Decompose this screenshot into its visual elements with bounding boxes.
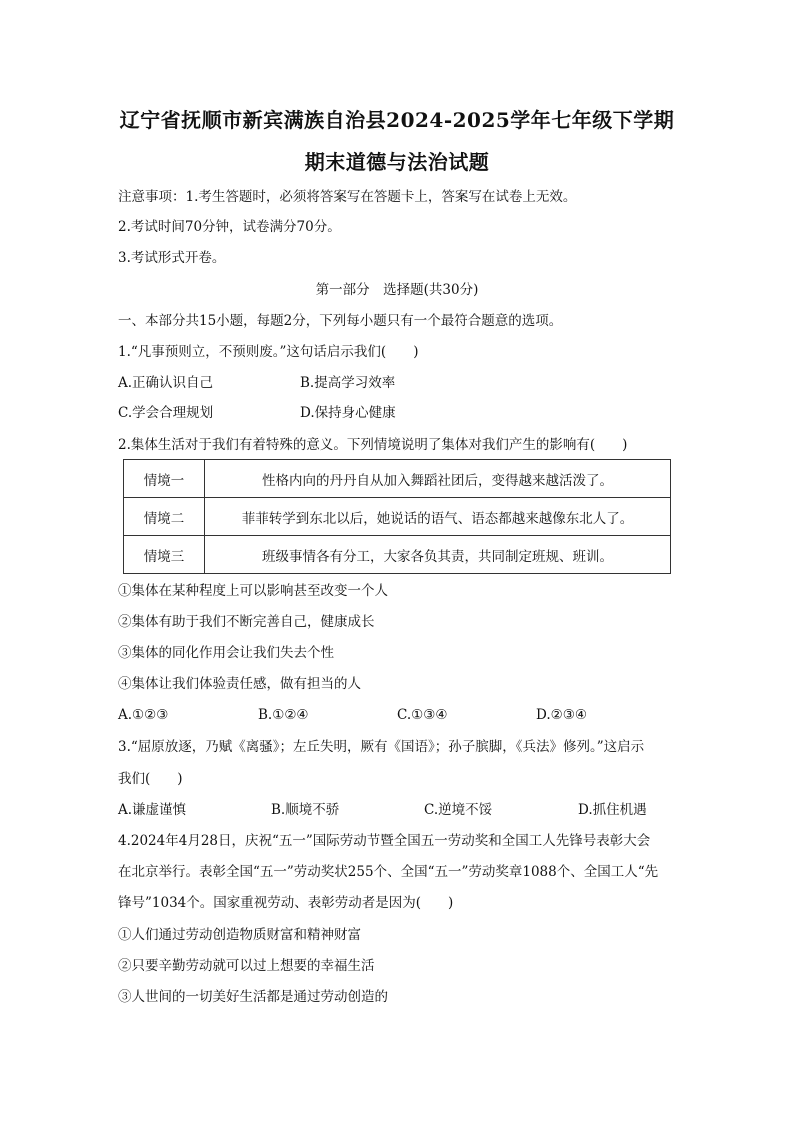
q1-stem: 1.“凡事预则立，不预则废。”这句话启示我们( ) bbox=[118, 344, 419, 360]
q2-statement-1: ①集体在某种程度上可以影响甚至改变一个人 bbox=[118, 583, 388, 599]
q2-option-c: C.①③④ bbox=[397, 707, 448, 723]
note-3: 3.考试形式开卷。 bbox=[118, 250, 226, 266]
q4-stem-line1: 4.2024年4月28日，庆祝“五一”国际劳动节暨全国五一劳动奖和全国工人先锋号表彰大会 bbox=[118, 833, 651, 849]
table-row bbox=[124, 460, 671, 498]
q4-stem-line3: 锋号”1034个。国家重视劳动、表彰劳动者是因为( ) bbox=[118, 895, 454, 911]
table-row bbox=[124, 536, 671, 574]
q2-option-d: D.②③④ bbox=[536, 707, 587, 723]
q3-stem-line2: 我们( ) bbox=[118, 771, 183, 787]
q2-stem: 2.集体生活对于我们有着特殊的意义。下列情境说明了集体对我们产生的影响有( ) bbox=[118, 437, 628, 453]
q3-option-c: C.逆境不馁 bbox=[424, 802, 493, 818]
q1-option-a: A.正确认识自己 bbox=[118, 375, 214, 391]
scenario-text: 性格内向的丹丹自从加入舞蹈社团后，变得越来越活泼了。 bbox=[205, 460, 671, 498]
scenario-label: 情境三 bbox=[124, 536, 205, 574]
q2-option-a: A.①②③ bbox=[118, 707, 169, 723]
q1-option-c: C.学会合理规划 bbox=[118, 405, 214, 421]
exam-title-line1: 辽宁省抚顺市新宾满族自治县2024-2025学年七年级下学期 bbox=[119, 108, 675, 132]
scenario-label: 情境二 bbox=[124, 498, 205, 536]
q1-option-d: D.保持身心健康 bbox=[300, 405, 396, 421]
q4-statement-2: ②只要辛勤劳动就可以过上想要的幸福生活 bbox=[118, 958, 375, 974]
q2-scenario-table bbox=[123, 459, 671, 574]
q4-statement-3: ③人世间的一切美好生活都是通过劳动创造的 bbox=[118, 989, 388, 1005]
q3-stem-line1: 3.“屈原放逐，乃赋《离骚》；左丘失明，厥有《国语》；孙子膑脚，《兵法》修列。”这启示 bbox=[118, 739, 645, 755]
q2-statement-2: ②集体有助于我们不断完善自己，健康成长 bbox=[118, 614, 375, 630]
q2-statement-4: ④集体让我们体验责任感，做有担当的人 bbox=[118, 676, 361, 692]
q4-stem-line2: 在北京举行。表彰全国“五一”劳动奖状255个、全国“五一”劳动奖章1088个、全国工人“先 bbox=[118, 864, 659, 880]
note-1: 注意事项：1.考生答题时，必须将答案写在答题卡上，答案写在试卷上无效。 bbox=[118, 189, 577, 205]
section-heading: 第一部分 选择题(共30分) bbox=[315, 282, 479, 298]
q3-option-d: D.抓住机遇 bbox=[578, 802, 647, 818]
exam-title-line2: 期末道德与法治试题 bbox=[304, 150, 490, 174]
scenario-text: 班级事情各有分工，大家各负其责，共同制定班规、班训。 bbox=[205, 536, 671, 574]
q4-statement-1: ①人们通过劳动创造物质财富和精神财富 bbox=[118, 927, 361, 943]
scenario-text: 菲菲转学到东北以后，她说话的语气、语态都越来越像东北人了。 bbox=[205, 498, 671, 536]
q3-option-a: A.谦虚谨慎 bbox=[118, 802, 187, 818]
q2-option-b: B.①②④ bbox=[258, 707, 309, 723]
q1-option-b: B.提高学习效率 bbox=[300, 375, 396, 391]
table-row bbox=[124, 498, 671, 536]
section-instruction: 一、本部分共15小题，每题2分，下列每小题只有一个最符合题意的选项。 bbox=[118, 313, 563, 329]
scenario-label: 情境一 bbox=[124, 460, 205, 498]
note-2: 2.考试时间70分钟，试卷满分70分。 bbox=[118, 219, 341, 235]
q2-statement-3: ③集体的同化作用会让我们失去个性 bbox=[118, 645, 334, 661]
q3-option-b: B.顺境不骄 bbox=[271, 802, 340, 818]
